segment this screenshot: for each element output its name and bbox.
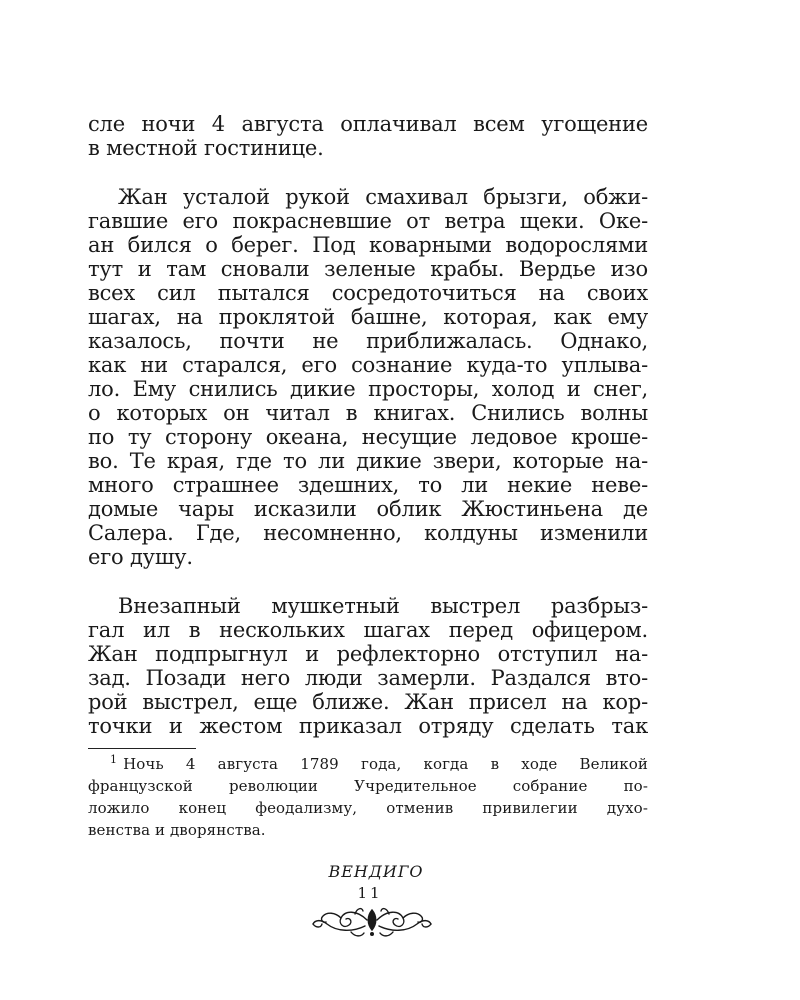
- text-line: во. Те края, где то ли дикие звери, которые на-: [88, 449, 648, 473]
- text-line: много страшнее здешних, то ли некие неве-: [88, 473, 648, 497]
- text-line: казалось, почти не приближалась. Однако,: [88, 329, 648, 353]
- page-number: 11: [357, 884, 383, 902]
- footnote-line: французской революции Учредительное собрание по-: [88, 777, 648, 795]
- text-line: Жан усталой рукой смахивал брызги, обжи-: [118, 185, 648, 209]
- text-line: тут и там сновали зеленые крабы. Вердье изо: [88, 257, 648, 281]
- footnote-separator: [88, 748, 196, 749]
- text-line: Внезапный мушкетный выстрел разбрыз-: [118, 594, 648, 618]
- text-line: зад. Позади него люди замерли. Раздался вто-: [88, 666, 648, 690]
- footnote-line: $^1$ Ночь 4 августа 1789 года, когда в ходе Великой: [110, 753, 648, 773]
- text-line: Жан подпрыгнул и рефлекторно отступил на-: [88, 642, 648, 666]
- text-line: как ни старался, его сознание куда-то уплыва-: [88, 353, 648, 377]
- flourish-ornament-icon: [307, 902, 437, 942]
- text-line: гавшие его покрасневшие от ветра щеки. Оке-: [88, 209, 648, 233]
- text-line: рой выстрел, еще ближе. Жан присел на кор-: [88, 690, 648, 714]
- text-line: точки и жестом приказал отряду сделать так: [88, 714, 648, 738]
- text-line: домые чары исказили облик Жюстиньена де: [88, 497, 648, 521]
- paragraph-2: [88, 185, 648, 569]
- text-line: шагах, на проклятой башне, которая, как ему: [88, 305, 648, 329]
- running-title: ВЕНДИГО: [328, 862, 424, 881]
- paragraph-3: [88, 594, 648, 738]
- text-line: по ту сторону океана, несущие ледовое кроше-: [88, 425, 648, 449]
- text-line: о которых он читал в книгах. Снились волны: [88, 401, 648, 425]
- text-line: ан бился о берег. Под коварными водорослями: [88, 233, 648, 257]
- footnote-line: ложило конец феодализму, отменив привилегии духо-: [88, 799, 648, 817]
- text-line: всех сил пытался сосредоточиться на своих: [88, 281, 648, 305]
- text-line: в местной гостинице.: [88, 136, 324, 160]
- text-line: гал ил в нескольких шагах перед офицером.: [88, 618, 648, 642]
- footnote: [88, 753, 648, 841]
- footnote-marker: 1: [110, 753, 118, 766]
- text-line: Салера. Где, несомненно, колдуны изменили: [88, 521, 648, 545]
- paragraph-1: [88, 112, 648, 160]
- text-line: сле ночи 4 августа оплачивал всем угощение: [88, 112, 649, 136]
- text-line: его душу.: [88, 545, 193, 569]
- footnote-line: венства и дворянства.: [88, 821, 266, 839]
- text-line: ло. Ему снились дикие просторы, холод и снег,: [88, 377, 648, 401]
